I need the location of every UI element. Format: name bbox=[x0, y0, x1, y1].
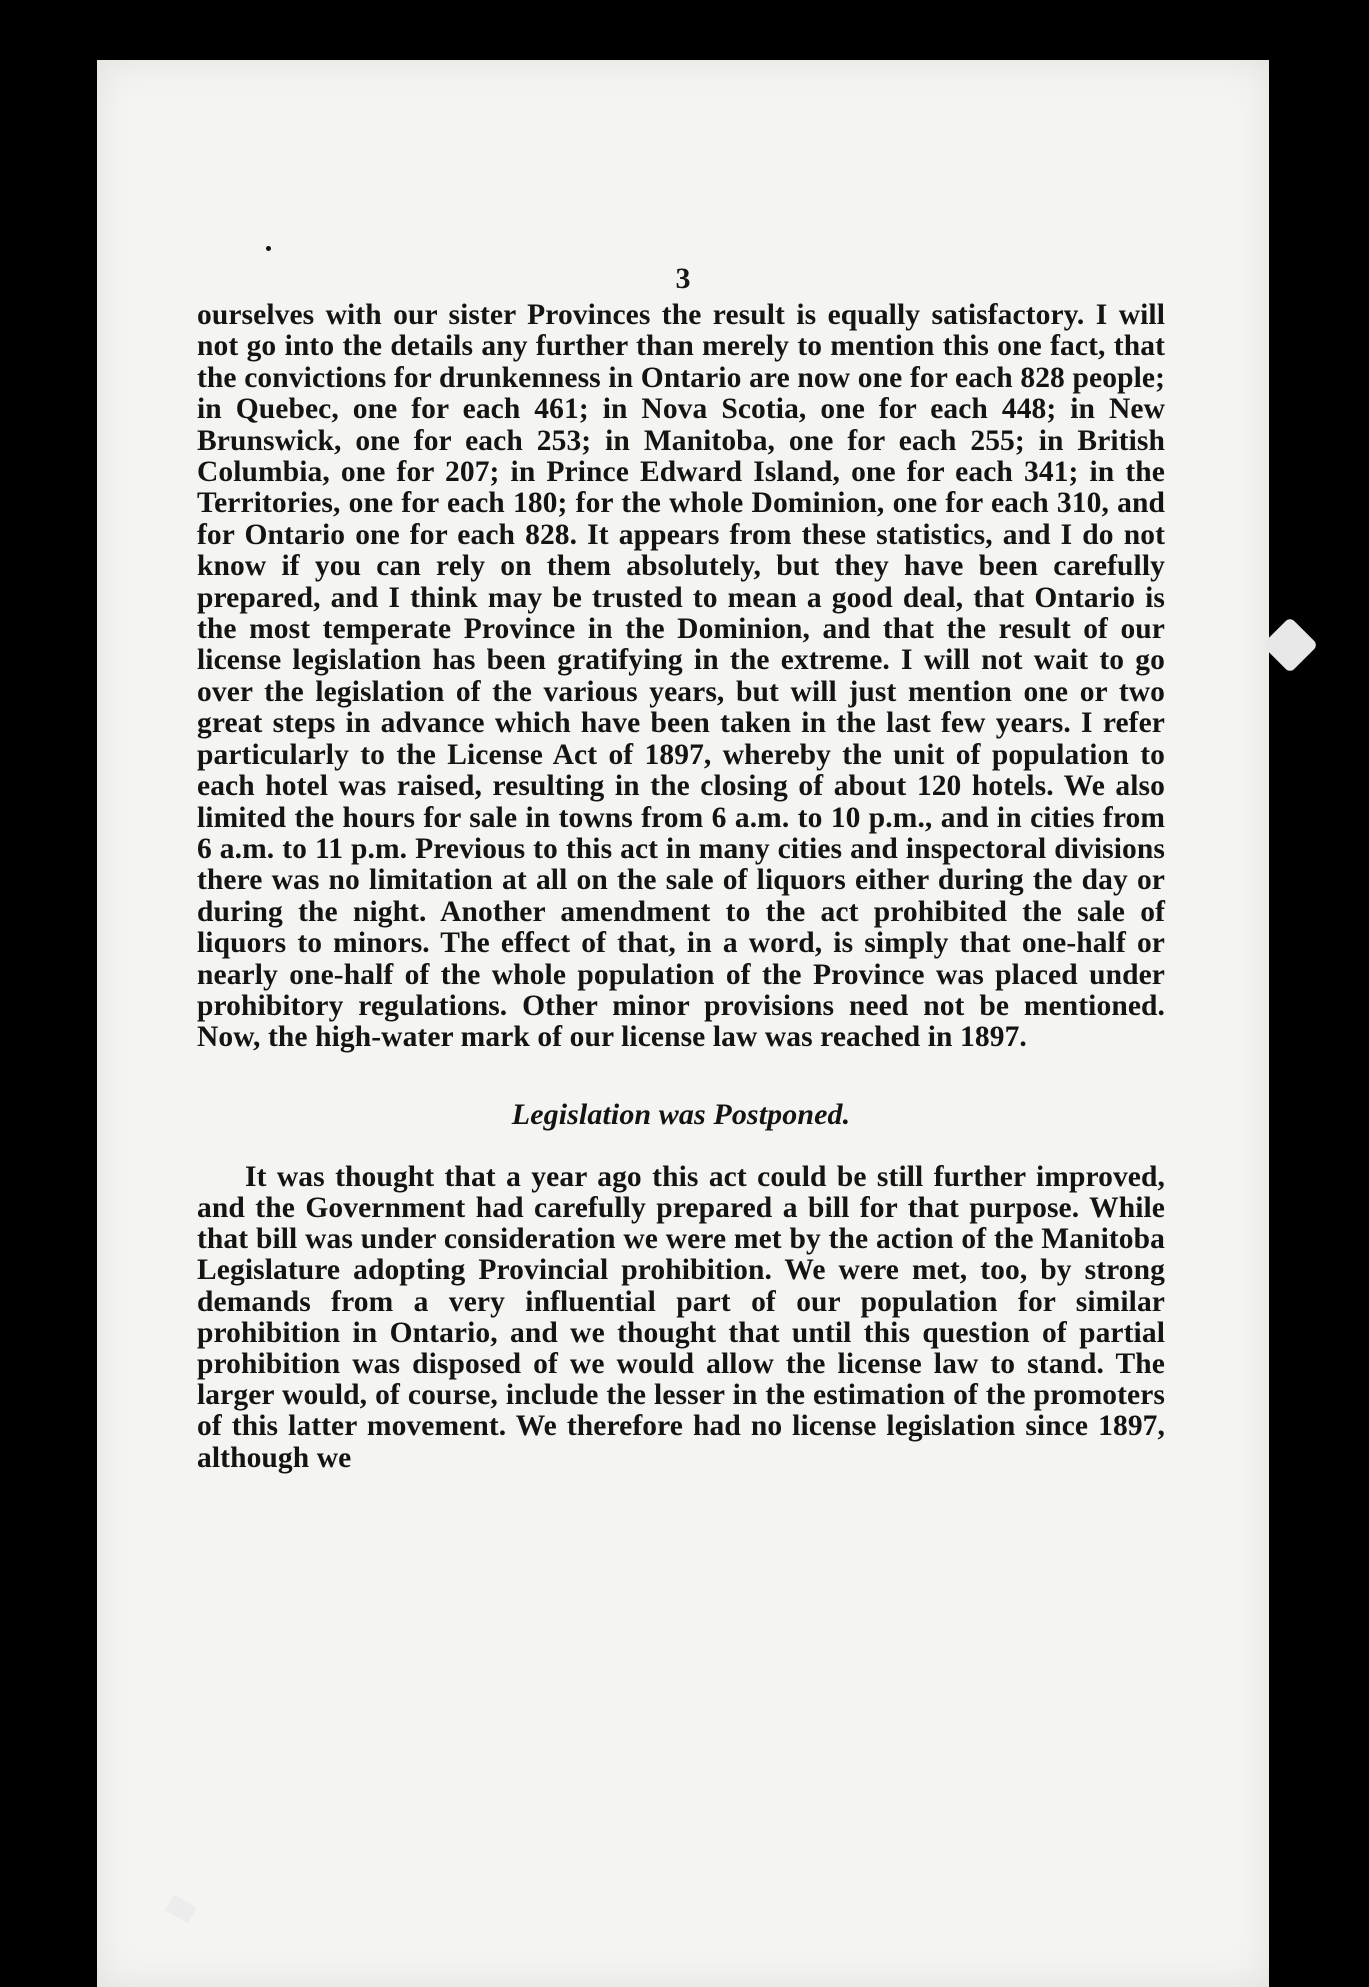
scan-artifact-right bbox=[1262, 617, 1319, 674]
paragraph-legislation: It was thought that a year ago this act could be still further improved, and the Government had carefully prepared a bill for that purpose. While that bill was under consideration we were met by the action of the Manitoba Legislature adopting Provincial prohibition. We were met, too, by strong demands from a very influential part of our population for similar prohibition in Ontario, and we thought that until this question of partial prohibition was disposed of we would allow the license law to stand. The larger would, of course, include the lesser in the estimation of the promoters of this latter movement. We therefore had no license legislation since 1897, although we bbox=[197, 1160, 1165, 1474]
paragraph-statistics: ourselves with our sister Provinces the result is equally satisfactory. I will not go into the details any further than merely to mention this one fact, that the convictions for drunkenness in Ontario are now one for each 828 people; in Quebec, one for each 461; in Nova Scotia, one for each 448; in New Brunswick, one for each 253; in Manitoba, one for each 255; in British Columbia, one for 207; in Prince Edward Island, one for each 341; in the Territories, one for each 180; for the whole Dominion, one for each 310, and for Ontario one for each 828. It appears from these statistics, and I do not know if you can rely on them absolutely, but they have been carefully prepared, and I think may be trusted to mean a good deal, that Ontario is the most temperate Province in the Dominion, and that the result of our license legislation has been gratifying in the extreme. I will not wait to go over the legislation of the various years, but will just mention one or two great steps in advance which have been taken in the last few years. I refer particularly to the License Act of 1897, whereby the unit of population to each hotel was raised, resulting in the closing of about 120 hotels. We also limited the hours for sale in towns from 6 a.m. to 10 p.m., and in cities from 6 a.m. to 11 p.m. Previous to this act in many cities and inspectoral divisions there was no limitation at all on the sale of liquors either during the day or during the night. Another amendment to the act prohibited the sale of liquors to minors. The effect of that, in a word, is simply that one-half or nearly one-half of the whole population of the Province was placed under prohibitory regulations. Other minor provisions need not be mentioned. Now, the high-water mark of our license law was reached in 1897. bbox=[197, 299, 1165, 1054]
page-number: 3 bbox=[675, 262, 691, 295]
scan-speck-top bbox=[266, 246, 271, 251]
document-page bbox=[97, 60, 1269, 1987]
section-heading: Legislation was Postponed. bbox=[511, 1097, 851, 1131]
page-body bbox=[197, 300, 1165, 1474]
